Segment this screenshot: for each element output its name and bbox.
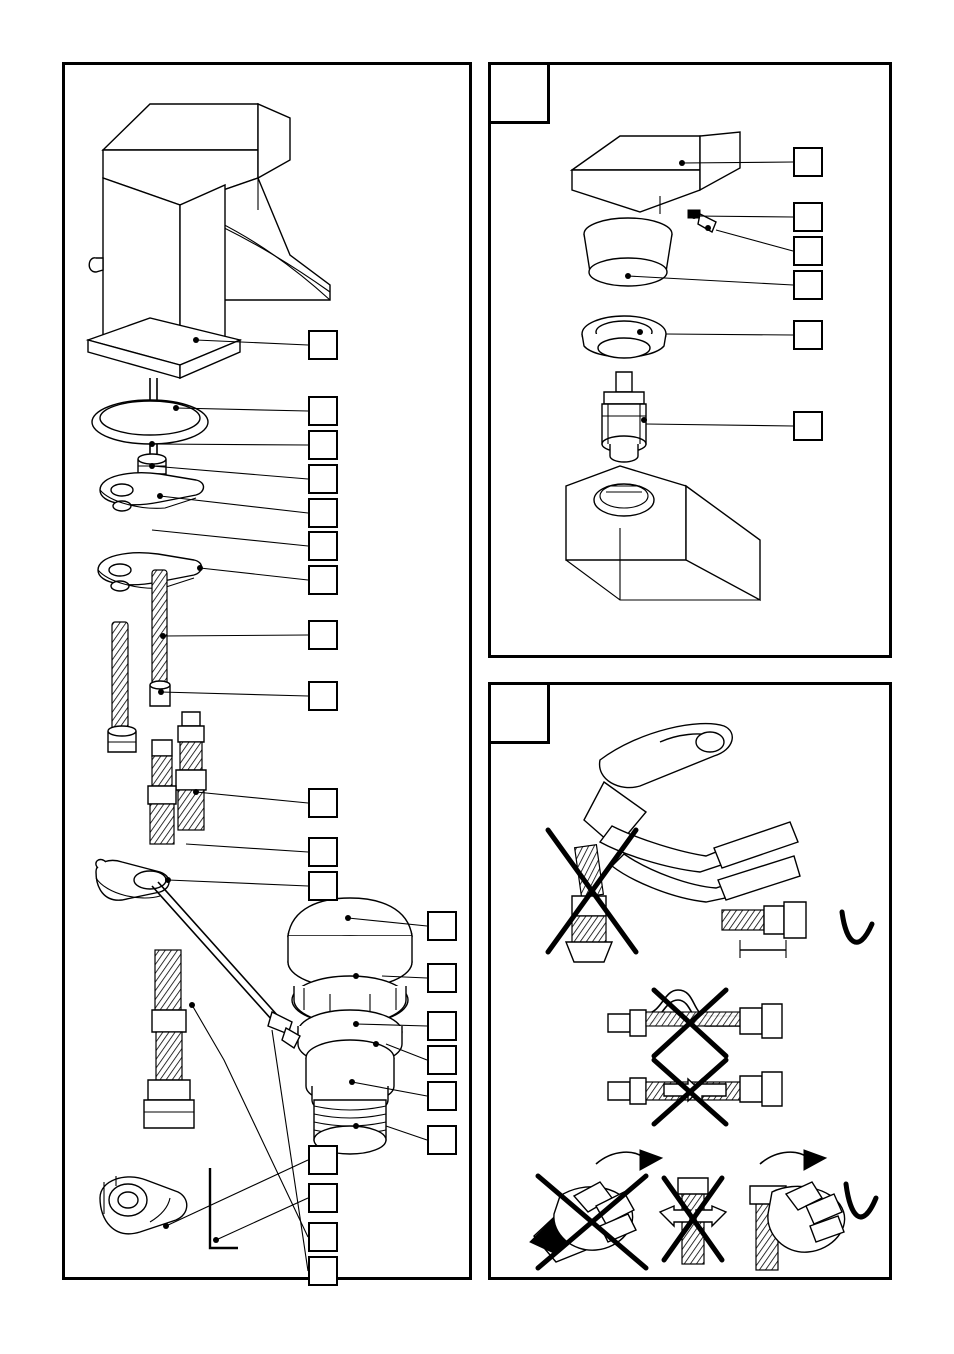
panel-exploded-assembly — [62, 62, 472, 1280]
callout-7[interactable] — [308, 565, 338, 595]
callout-14[interactable] — [427, 963, 457, 993]
callout-18[interactable] — [427, 1125, 457, 1155]
cartridge-callout-6[interactable] — [793, 411, 823, 441]
notch-fill-cartridge — [491, 65, 547, 121]
callout-3[interactable] — [308, 430, 338, 460]
callout-2[interactable] — [308, 396, 338, 426]
callout-20[interactable] — [308, 1183, 338, 1213]
callout-8[interactable] — [308, 620, 338, 650]
callout-1[interactable] — [308, 330, 338, 360]
panel-cartridge-detail — [488, 62, 892, 658]
callout-5[interactable] — [308, 498, 338, 528]
callout-13[interactable] — [427, 911, 457, 941]
callout-15[interactable] — [427, 1011, 457, 1041]
callout-17[interactable] — [427, 1081, 457, 1111]
notch-fill-warnings — [491, 685, 547, 741]
callout-6[interactable] — [308, 531, 338, 561]
callout-12[interactable] — [308, 871, 338, 901]
callout-16[interactable] — [427, 1045, 457, 1075]
cartridge-callout-1[interactable] — [793, 147, 823, 177]
callout-19[interactable] — [308, 1145, 338, 1175]
cartridge-callout-2[interactable] — [793, 202, 823, 232]
panel-hose-warnings — [488, 682, 892, 1280]
callout-4[interactable] — [308, 464, 338, 494]
cartridge-callout-4[interactable] — [793, 270, 823, 300]
cartridge-callout-5[interactable] — [793, 320, 823, 350]
cartridge-callout-3[interactable] — [793, 236, 823, 266]
callout-21[interactable] — [308, 1222, 338, 1252]
callout-11[interactable] — [308, 837, 338, 867]
callout-22[interactable] — [308, 1256, 338, 1286]
callout-9[interactable] — [308, 681, 338, 711]
callout-10[interactable] — [308, 788, 338, 818]
